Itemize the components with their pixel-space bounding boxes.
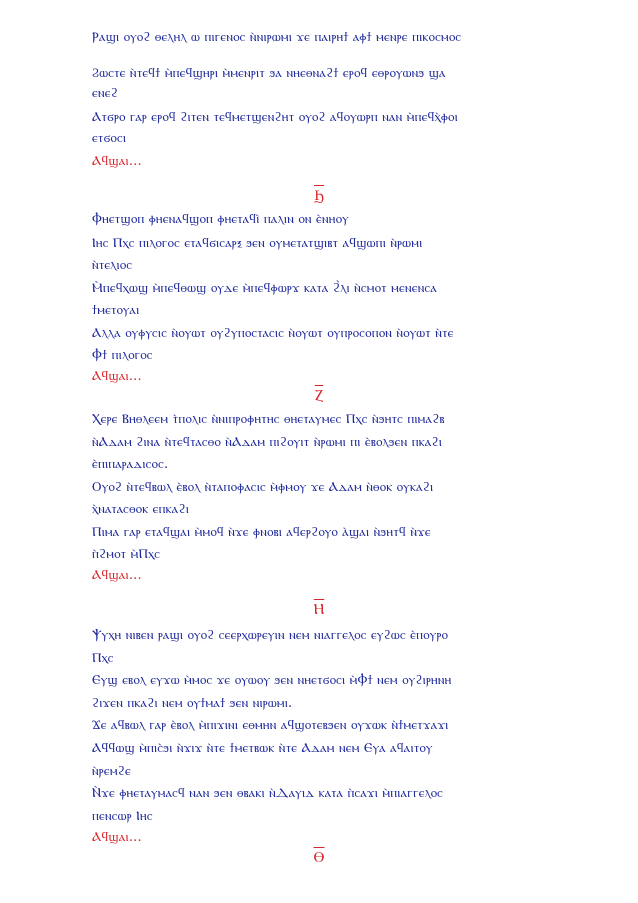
text-line: ϯⲙⲉⲧⲟⲩⲁⲓ (92, 303, 140, 318)
text-line: Ⲯⲩⲭⲏ ⲛⲓⲃⲉⲛ ⲣⲁϣⲓ ⲟⲩⲟϩ ⲥⲉⲉⲣⲭⲱⲣⲉⲩⲓⲛ ⲛⲉⲙ ⲛⲓⲁⲅⲅⲉⲗⲟⲥ ⲉⲩϩⲱⲥ ⲉ̀ⲡⲟⲩⲣⲟ (92, 628, 449, 643)
stanza-number: Ⲏ (313, 600, 325, 618)
text-line: Ⲁⲧϭⲣⲟ ⲅⲁⲣ ⲉⲣⲟϥ ϩⲓⲧⲉⲛ ⲧⲉϥⲙⲉⲧϣⲉⲛϩⲏⲧ ⲟⲩⲟϩ ⲁϥⲟⲩⲱⲣⲡ ⲛⲁⲛ ⲙ̀ⲡⲉϥⲭ̀ⲫⲟⲓ (92, 110, 458, 125)
text-line: ⲉⲧϭⲟⲥⲓ (92, 131, 127, 146)
text-line: Ⲁⲗⲗⲁ ⲟⲩⲫⲩⲥⲓⲥ ⲛ̀ⲟⲩⲱⲧ ⲟⲩϩⲩⲡⲟⲥⲧⲁⲥⲓⲥ ⲛ̀ⲟⲩⲱⲧ ⲟⲩⲡⲣⲟⲥⲟⲡⲟⲛ ⲛ̀ⲟⲩⲱⲧ ⲛ̀ⲧⲉ (92, 326, 454, 341)
text-line: ⲉ̀ⲡⲓⲡⲁⲣⲁⲇⲓⲥⲟⲥ. (92, 457, 169, 472)
text-line: Ⲁϥϥⲱϣ ⲙ̀ⲡⲓⲥ̀ϧⲓ ⲛ̀ϫⲓϫ ⲛ̀ⲧⲉ ϯⲙⲉⲧⲃⲱⲕ ⲛ̀ⲧⲉ Ⲁⲇⲁⲙ ⲛⲉⲙ Ⲉⲩⲁ ⲁϥⲁⲓⲧⲟⲩ (92, 741, 433, 756)
text-line: ⲉⲛⲉϩ (92, 86, 118, 101)
text-line: Ⲫⲏⲉⲧϣⲟⲡ ⲫⲏⲉⲛⲁϥϣⲟⲡ ⲫⲏⲉⲧⲁϥⲓ̀ ⲡⲁⲗⲓⲛ ⲟⲛ ⲉ̀ⲛⲏⲟⲩ (92, 212, 349, 227)
stanza-number: Ⲍ (314, 386, 324, 404)
text-line: Ⲫϯ ⲡⲓⲗⲟⲅⲟⲥ (92, 348, 153, 363)
text-line: Ⲡⲭⲥ (92, 651, 114, 666)
text-line: Ϫⲉ ⲁϥⲃⲱⲗ ⲅⲁⲣ ⲉ̀ⲃⲟⲗ ⲙ̀ⲡⲓϫⲓⲛⲓ ⲉⲑⲙⲏⲛ ⲁϥϣⲟⲧⲉⲃϧⲉⲛ ⲟⲩϫⲱⲕ ⲛ̀ϯⲙⲉⲧϫⲁϫⲓ (92, 718, 449, 733)
text-line: Ⲣⲁϣⲓ ⲟⲩⲟϩ ⲑⲉⲗⲏⲗ ⲱ ⲡⲓⲅⲉⲛⲟⲥ ⲛ̀ⲛⲓⲣⲱⲙⲓ ϫⲉ ⲡⲁⲓⲣⲏϯ ⲁⲫϯ ⲙⲉⲛⲣⲉ ⲡⲓⲕⲟⲥⲙⲟⲥ (92, 30, 462, 45)
refrain-text: Ⲁϥϣⲁⲓ... (92, 369, 142, 384)
text-line: ⲭ̀ⲛⲁⲧⲁⲥⲑⲟⲕ ⲉⲡⲕⲁϩⲓ (92, 502, 190, 517)
stanza-number: Ⲑ (313, 848, 325, 866)
refrain-text: Ⲁϥϣⲁⲓ... (92, 154, 142, 169)
text-line: ⲡⲉⲛⲥⲱⲣ Ⲓⲏⲥ (92, 809, 153, 824)
text-line: Ⲛ̀ϫⲉ ⲫⲏⲉⲧⲁⲩⲙⲁⲥϥ ⲛⲁⲛ ϧⲉⲛ ⲑⲃⲁⲕⲓ ⲛ̀Ⲇⲁⲩⲓⲇ ⲕⲁⲧⲁ ⲡ̀ⲥⲁϫⲓ ⲙ̀ⲡⲓⲁⲅⲅⲉⲗⲟⲥ (92, 786, 444, 801)
text-line: ⲛ̀Ⲁⲇⲁⲙ ϩⲓⲛⲁ ⲛ̀ⲧⲉϥⲧⲁⲥⲑⲟ ⲛ̀Ⲁⲇⲁⲙ ⲡⲓϩⲟⲩⲓⲧ ⲛ̀ⲣⲱⲙⲓ ⲡⲓ ⲉ̀ⲃⲟⲗϧⲉⲛ ⲡⲕⲁϩⲓ (92, 435, 443, 450)
text-line: ⲡ̀ϩⲙⲟⲧ ⲙ̀Ⲡⲭⲥ (92, 547, 161, 562)
text-line: Ⲟⲩⲟϩ ⲛ̀ⲧⲉϥⲃⲱⲗ ⲉ̀ⲃⲟⲗ ⲛ̀ⲧⲁⲡⲟⲫⲁⲥⲓⲥ ⲙ̀ⲫⲙⲟⲩ ϫⲉ Ⲁⲇⲁⲙ ⲛ̀ⲑⲟⲕ ⲟⲩⲕⲁϩⲓ (92, 480, 434, 495)
text-line: Ⲉⲩϣ ⲉⲃⲟⲗ ⲉⲩϫⲱ ⲙ̀ⲙⲟⲥ ϫⲉ ⲟⲩⲱⲟⲩ ϧⲉⲛ ⲛⲏⲉⲧϭⲟⲥⲓ ⲙ̀Ⲫϯ ⲛⲉⲙ ⲟⲩϩⲓⲣⲏⲛⲏ (92, 673, 452, 688)
text-line: Ⲡⲓⲙⲁ ⲅⲁⲣ ⲉⲧⲁϥϣⲁⲓ ⲙ̀ⲙⲟϥ ⲛ̀ϫⲉ ⲫⲛⲟⲃⲓ ⲁϥⲉⲣϩⲟⲩⲟ ⲁ̀ϣⲁⲓ ⲛ̀ϧⲏⲧϥ ⲛ̀ϫⲉ (92, 525, 431, 540)
text-line: ⲛ̀ⲣⲉⲙϩⲉ (92, 764, 131, 779)
text-line: Ϩⲱⲥⲧⲉ ⲛ̀ⲧⲉϥϯ ⲙ̀ⲡⲉϥϣⲏⲣⲓ ⲙ̀ⲙⲉⲛⲣⲓⲧ ϧⲁ ⲛⲏⲉⲑⲛⲁϩϯ ⲉⲣⲟϥ ⲉⲑⲣⲟⲩⲱⲛϧ ϣⲁ (92, 66, 446, 81)
stanza-number: Ϧ (314, 186, 324, 204)
text-line: ⲛ̀ⲧⲉⲗⲓⲟⲥ (92, 258, 133, 273)
text-line: Ⲓⲏⲥ Ⲡⲭⲥ ⲡⲓⲗⲟⲅⲟⲥ ⲉⲧⲁϥϭⲓⲥⲁⲣⲝ ϧⲉⲛ ⲟⲩⲙⲉⲧⲁⲧϣⲓⲃⲧ ⲁϥϣⲱⲡⲓ ⲛ̀ⲣⲱⲙⲓ (92, 236, 423, 251)
refrain-text: Ⲁϥϣⲁⲓ... (92, 830, 142, 845)
text-line: ϩⲓϫⲉⲛ ⲡⲕⲁϩⲓ ⲛⲉⲙ ⲟⲩϯⲙⲁϯ ϧⲉⲛ ⲛⲓⲣⲱⲙⲓ. (92, 696, 293, 711)
text-line: Ⲭⲉⲣⲉ Ⲃⲏⲑⲗⲉⲉⲙ ⲧ̀ⲡⲟⲗⲓⲥ ⲛ̀ⲛⲓⲡⲣⲟⲫⲏⲧⲏⲥ ⲑⲏⲉⲧⲁⲩⲙⲉⲥ Ⲡⲭⲥ ⲛ̀ϧⲏⲧⲥ ⲡⲓⲙⲁϩⲃ (92, 412, 445, 427)
text-line: Ⲙ̀ⲡⲉϥⲭⲱϣ ⲙ̀ⲡⲉϥⲑⲱϣ ⲟⲩⲇⲉ ⲙ̀ⲡⲉϥⲫⲱⲣϫ ⲕⲁⲧⲁ ϩ̀ⲗⲓ ⲛ̀ⲥⲙⲟⲧ ⲙⲉⲛⲉⲛⲥⲁ (92, 281, 438, 296)
refrain-text: Ⲁϥϣⲁⲓ... (92, 568, 142, 583)
